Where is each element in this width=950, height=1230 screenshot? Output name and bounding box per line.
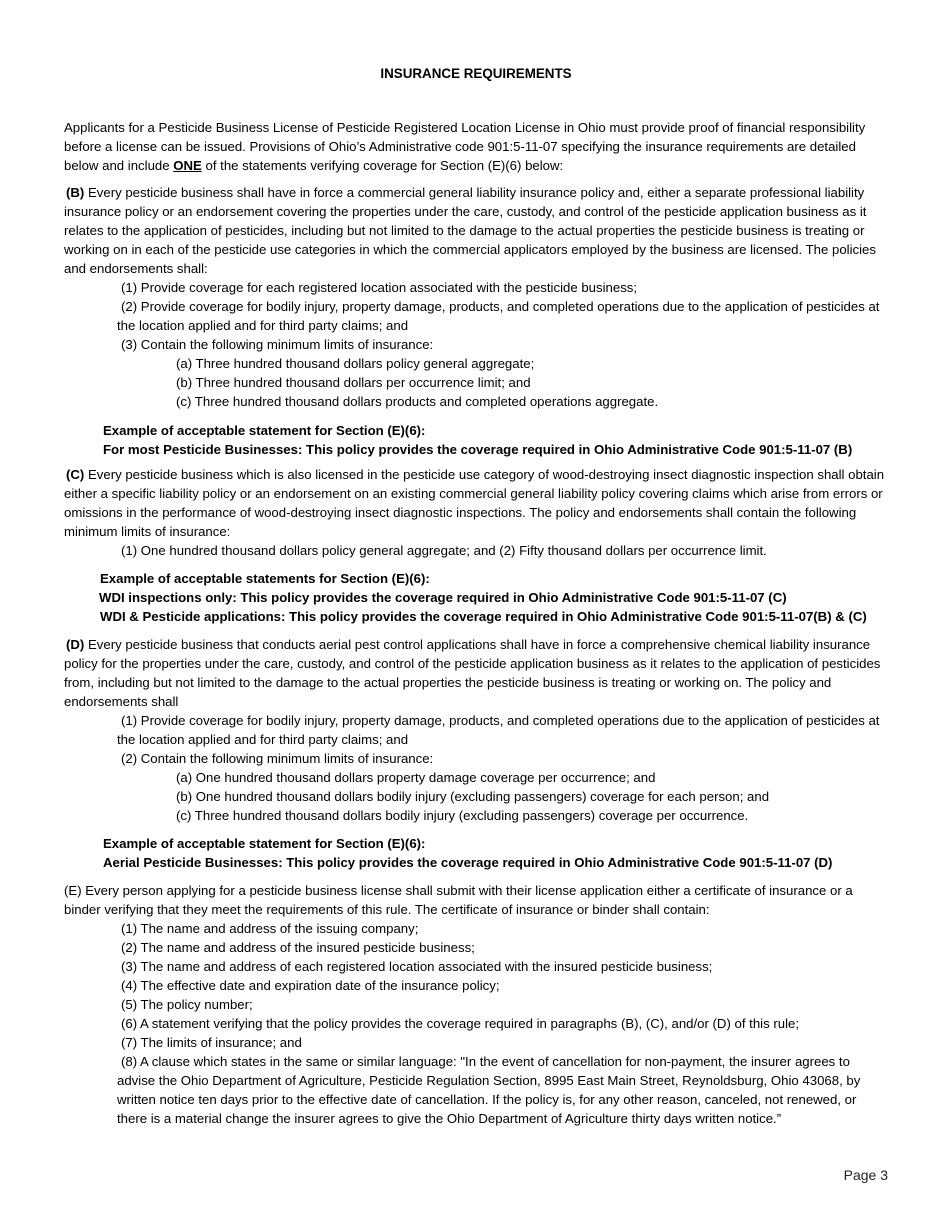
section-c-example-line-1: WDI inspections only: This policy provides the coverage required in Ohio Administrative Code 901:5-11-07 (C) bbox=[99, 590, 787, 605]
section-c-example-line-2: WDI & Pesticide applications: This policy provides the coverage required in Ohio Administrative Code 901:5-11-07(B) & (C) bbox=[100, 609, 867, 624]
section-e-text: (E) Every person applying for a pesticide business license shall submit with their license application either a certificate of insurance or a binder verifying that they meet the requirements of this rule. The certificate of insurance or binder shall contain: bbox=[64, 883, 853, 917]
section-e-item-8: (8) A clause which states in the same or similar language: "In the event of cancellation for non-payment, the insurer agrees to advise the Ohio Department of Agriculture, Pesticide Regulation Section, 8995 East Main Street, Reynoldsburg, Ohio 43068, by written notice ten days prior to the effective date of cancellation. If the policy is, for any other reason, canceled, not renewed, or there is a material change the insurer agrees to give the Ohio Department of Agriculture thirty days written notice.” bbox=[117, 1054, 861, 1126]
section-e-item-3: (3) The name and address of each registered location associated with the insured pesticide business; bbox=[121, 959, 713, 974]
intro-paragraph bbox=[64, 118, 892, 175]
section-d-subitem-b: (b) One hundred thousand dollars bodily injury (excluding passengers) coverage for each person; and bbox=[176, 789, 770, 804]
section-b-example-line-1: For most Pesticide Businesses: This policy provides the coverage required in Ohio Administrative Code 901:5-11-07 (B) bbox=[103, 442, 853, 457]
section-d-item-2: (2) Contain the following minimum limits of insurance: bbox=[121, 751, 434, 766]
section-b-subitem-a: (a) Three hundred thousand dollars policy general aggregate; bbox=[176, 356, 535, 371]
section-b-subitem-c: (c) Three hundred thousand dollars products and completed operations aggregate. bbox=[176, 394, 659, 409]
section-b bbox=[64, 183, 892, 411]
section-b-item-3: (3) Contain the following minimum limits of insurance: bbox=[121, 337, 434, 352]
section-c-example bbox=[64, 569, 892, 626]
intro-text-2: of the statements verifying coverage for Section (E)(6) below: bbox=[201, 158, 564, 173]
section-b-text: Every pesticide business shall have in force a commercial general liability insurance policy and, either a separate professional liability insurance policy or an endorsement covering the properties under the care, custody, and control of the pesticide application business as it relates to the application of pesticides, including but not limited to the damage to the actual properties the pesticide business is treating or working on in each of the pesticide use categories in which the commercial applicators employed by the business are licensed. The policies and endorsements shall: bbox=[64, 185, 876, 276]
section-e-item-2: (2) The name and address of the insured pesticide business; bbox=[121, 940, 475, 955]
section-b-item-1: (1) Provide coverage for each registered location associated with the pesticide business; bbox=[121, 280, 638, 295]
section-c-text: Every pesticide business which is also licensed in the pesticide use category of wood-destroying insect diagnostic inspection shall obtain either a specific liability policy or an endorsement on an existing commercial general liability policy covering claims which arise from errors or omissions in the performance of wood-destroying insect diagnostic inspections. The policy and endorsements shall contain the following minimum limits of insurance: bbox=[64, 467, 885, 539]
section-b-subitem-b: (b) Three hundred thousand dollars per occurrence limit; and bbox=[176, 375, 531, 390]
section-d-item-1: (1) Provide coverage for bodily injury, property damage, products, and completed operations due to the application of pesticides at the location applied and for third party claims; and bbox=[117, 713, 880, 747]
section-d-subitem-c: (c) Three hundred thousand dollars bodily injury (excluding passengers) coverage per occurrence. bbox=[176, 808, 749, 823]
intro-emphasis: ONE bbox=[173, 158, 202, 173]
section-d-example-line-1: Aerial Pesticide Businesses: This policy provides the coverage required in Ohio Administrative Code 901:5-11-07 (D) bbox=[103, 855, 833, 870]
section-e-item-5: (5) The policy number; bbox=[121, 997, 253, 1012]
page-title: INSURANCE REQUIREMENTS bbox=[380, 66, 572, 81]
section-b-example bbox=[64, 421, 892, 459]
page-number: Page 3 bbox=[843, 1167, 888, 1183]
section-d-subitem-a: (a) One hundred thousand dollars property damage coverage per occurrence; and bbox=[176, 770, 656, 785]
section-e-item-4: (4) The effective date and expiration date of the insurance policy; bbox=[121, 978, 500, 993]
section-b-label: (B) bbox=[66, 185, 85, 200]
section-d-example-heading: Example of acceptable statement for Section (E)(6): bbox=[103, 836, 426, 851]
intro-text-1: Applicants for a Pesticide Business License of Pesticide Registered Location License in Ohio must provide proof of financial responsibility before a license can be issued. Provisions of Ohio’s Administrative code 901:5-11-07 specifying the insurance requirements are detailed below and include bbox=[64, 120, 866, 173]
section-c-item-1: (1) One hundred thousand dollars policy general aggregate; and (2) Fifty thousand dollars per occurrence limit. bbox=[121, 543, 767, 558]
section-b-item-2: (2) Provide coverage for bodily injury, property damage, products, and completed operations due to the application of pesticides at the location applied and for third party claims; and bbox=[117, 299, 880, 333]
section-b-example-heading: Example of acceptable statement for Section (E)(6): bbox=[103, 423, 426, 438]
section-e bbox=[64, 881, 892, 1128]
section-c bbox=[64, 465, 892, 560]
section-e-item-7: (7) The limits of insurance; and bbox=[121, 1035, 302, 1050]
section-e-item-6: (6) A statement verifying that the policy provides the coverage required in paragraphs (B), (C), and/or (D) of this rule; bbox=[121, 1016, 800, 1031]
section-d-example bbox=[64, 834, 892, 872]
section-d bbox=[64, 635, 892, 825]
section-d-text: Every pesticide business that conducts aerial pest control applications shall have in force a comprehensive chemical liability insurance policy for the properties under the care, custody, and control of the pesticide application business as it relates to the application of pesticides from, including but not limited to the damage to the actual properties the pesticide business is treating or working on. The policy and endorsements shall bbox=[64, 637, 881, 709]
section-d-label: (D) bbox=[66, 637, 85, 652]
section-c-label: (C) bbox=[66, 467, 85, 482]
section-e-item-1: (1) The name and address of the issuing company; bbox=[121, 921, 419, 936]
section-c-example-heading: Example of acceptable statements for Section (E)(6): bbox=[100, 571, 430, 586]
